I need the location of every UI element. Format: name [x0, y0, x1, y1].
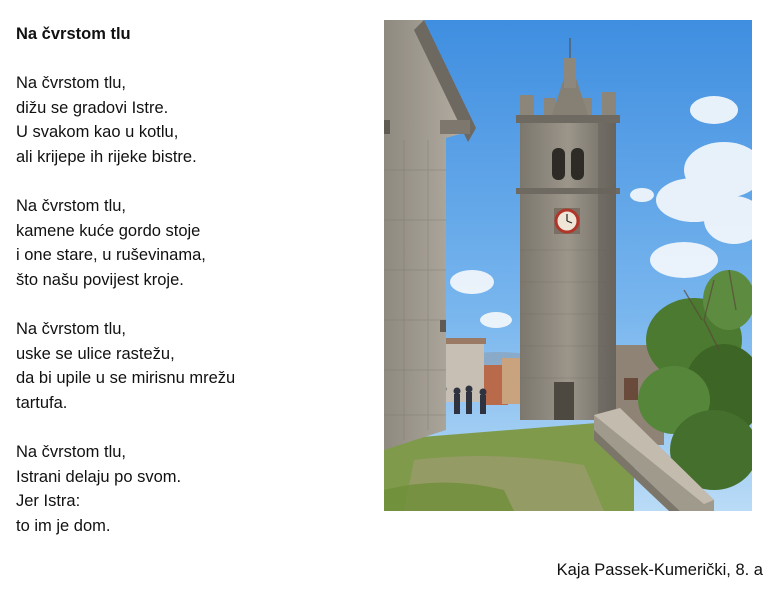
poem-line: Na čvrstom tlu, [16, 197, 127, 216]
poem-line: Na čvrstom tlu, [16, 74, 127, 93]
poem-line: Istrani delaju po svom. [16, 467, 182, 486]
poem-line: Na čvrstom tlu, [16, 443, 127, 462]
poem-line: uske se ulice rastežu, [16, 344, 175, 363]
poem-line: i one stare, u ruševinama, [16, 246, 206, 265]
bell-tower [516, 38, 620, 420]
stanza-1 [16, 71, 366, 169]
poem-line: tartufa. [16, 393, 68, 412]
stanza-4 [16, 440, 366, 538]
poem-line: da bi upile u se mirisnu mrežu [16, 369, 236, 388]
poem-line: kamene kuće gordo stoje [16, 221, 201, 240]
poem-line: ali krijepe ih rijeke bistre. [16, 147, 197, 166]
stanza-2 [16, 194, 366, 292]
poem-line: to im je dom. [16, 516, 111, 535]
poem [16, 22, 366, 563]
poem-line: što našu povijest kroje. [16, 270, 184, 289]
poem-line: Jer Istra: [16, 492, 81, 511]
bell-tower-photo [384, 20, 752, 511]
author-signature: Kaja Passek-Kumerički, 8. a [556, 561, 763, 579]
poem-line: Na čvrstom tlu, [16, 320, 127, 339]
stanza-3 [16, 317, 366, 415]
poem-title: Na čvrstom tlu [16, 25, 131, 43]
poem-line: U svakom kao u kotlu, [16, 123, 179, 142]
poem-line: dižu se gradovi Istre. [16, 98, 169, 117]
